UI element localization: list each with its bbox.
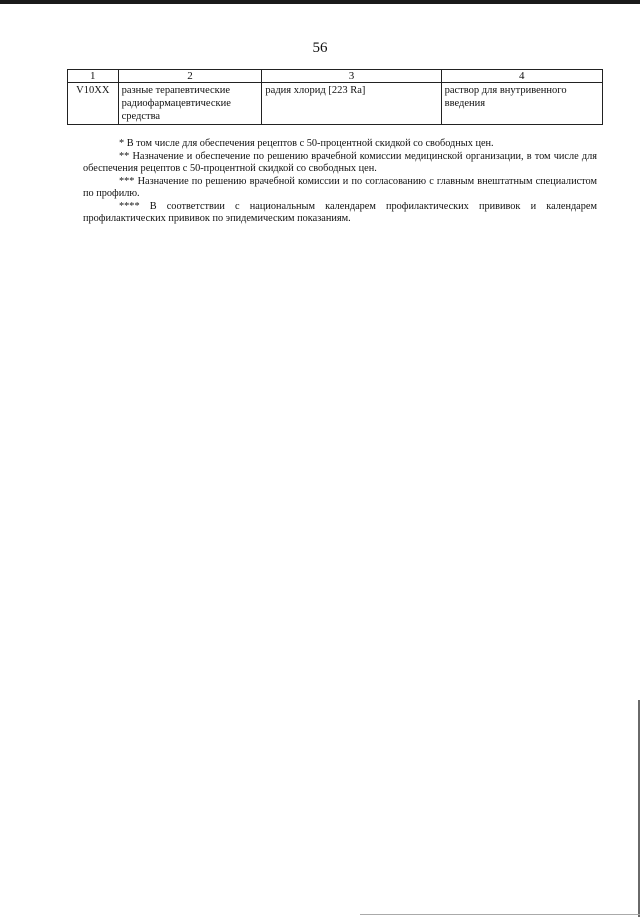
atc-code-cell: V10XX — [68, 83, 119, 125]
column-number-row — [68, 70, 603, 83]
column-number-4: 4 — [441, 70, 602, 83]
column-number-2: 2 — [118, 70, 262, 83]
group-cell: разные терапевтические радиофармацевтические средства — [118, 83, 262, 125]
table-row — [68, 83, 603, 125]
drug-table — [67, 69, 603, 125]
scan-bottom-edge — [360, 914, 640, 915]
column-number-1: 1 — [68, 70, 119, 83]
scan-top-edge — [0, 0, 640, 4]
column-number-3: 3 — [262, 70, 441, 83]
footnotes — [83, 138, 597, 226]
substance-cell: радия хлорид [223 Ra] — [262, 83, 441, 125]
dosage-form-cell: раствор для внутривенного введения — [441, 83, 602, 125]
footnote-4: **** В соответствии с национальным календарем профилактических прививок и календарем профилактических прививок по эпидемическим показаниям. — [83, 200, 597, 224]
footnote-3: *** Назначение по решению врачебной комиссии и по согласованию с главным внештатным специалистом по профилю. — [83, 175, 597, 199]
footnote-1: * В том числе для обеспечения рецептов с 50-процентной скидкой со свободных цен. — [119, 138, 494, 149]
footnote-2: ** Назначение и обеспечение по решению врачебной комиссии медицинской организации, в том числе для обеспечения рецептов с 50-процентной скидкой со свободных цен. — [83, 150, 597, 174]
page-number: 56 — [312, 40, 328, 56]
